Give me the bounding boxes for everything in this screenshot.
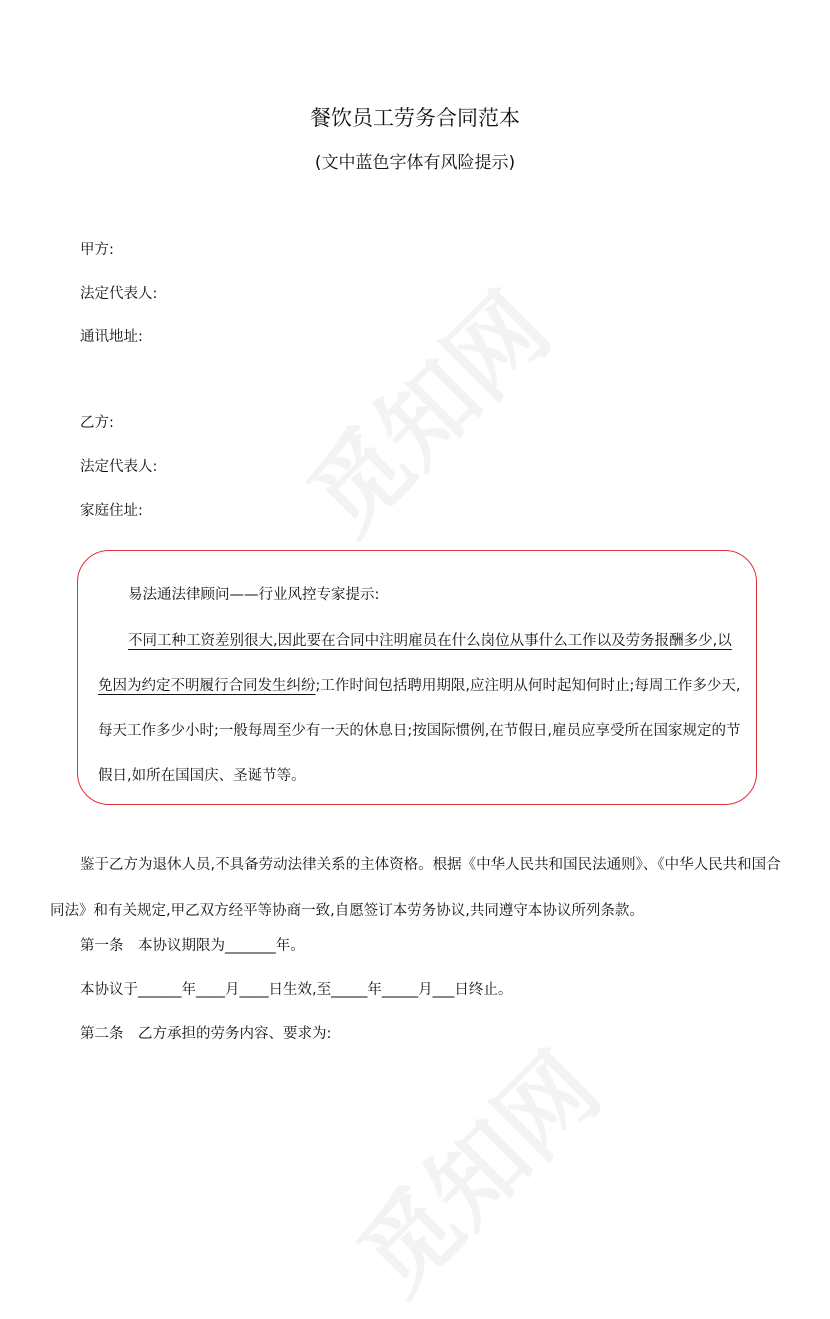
risk-tip-heading: 易法通法律顾问——行业风控专家提示:	[128, 587, 380, 603]
party-b-address-label: 家庭住址:	[80, 503, 143, 519]
document-title: 餐饮员工劳务合同范本	[310, 106, 520, 130]
party-a-address-label: 通讯地址:	[80, 329, 143, 345]
party-a-representative-label: 法定代表人:	[80, 286, 158, 302]
article-2-heading: 第二条 乙方承担的劳务内容、要求为:	[80, 1026, 332, 1042]
agreement-dates: 本协议于______年____月____日生效,至_____年_____月___日终止。	[80, 982, 513, 998]
party-a-label: 甲方:	[80, 242, 114, 258]
watermark	[274, 258, 575, 559]
article-1-term: 第一条 本协议期限为_______年。	[80, 938, 305, 954]
contract-preamble: 鉴于乙方为退休人员,不具备劳动法律关系的主体资格。根据《中华人民共和国民法通则》、《中华人民共和国合同法》和有关规定,甲乙双方经平等协商一致,自愿签订本劳务协议,共同遵守本协议所列条款。	[50, 857, 781, 919]
risk-tip-body	[98, 619, 744, 799]
party-b-representative-label: 法定代表人:	[80, 459, 158, 475]
document-subtitle: (文中蓝色字体有风险提示)	[314, 153, 516, 173]
risk-tip-underlined-text: 不同工种工资差别很大,因此要在合同中注明雇员在什么岗位从事什么工作以及劳务报酬多少,以免因为约定不明履行合同发生纠纷	[98, 633, 732, 694]
risk-tip-text: ;工作时间包括聘用期限,应注明从何时起知何时止;每周工作多少天,每天工作多少小时;一般每周至少有一天的休息日;按国际惯例,在节假日,雇员应享受所在国家规定的节假日,如所在国国庆、圣诞节等。	[98, 678, 741, 784]
party-b-label: 乙方:	[80, 415, 114, 431]
risk-tip-box	[77, 550, 757, 805]
watermark	[324, 1018, 625, 1319]
